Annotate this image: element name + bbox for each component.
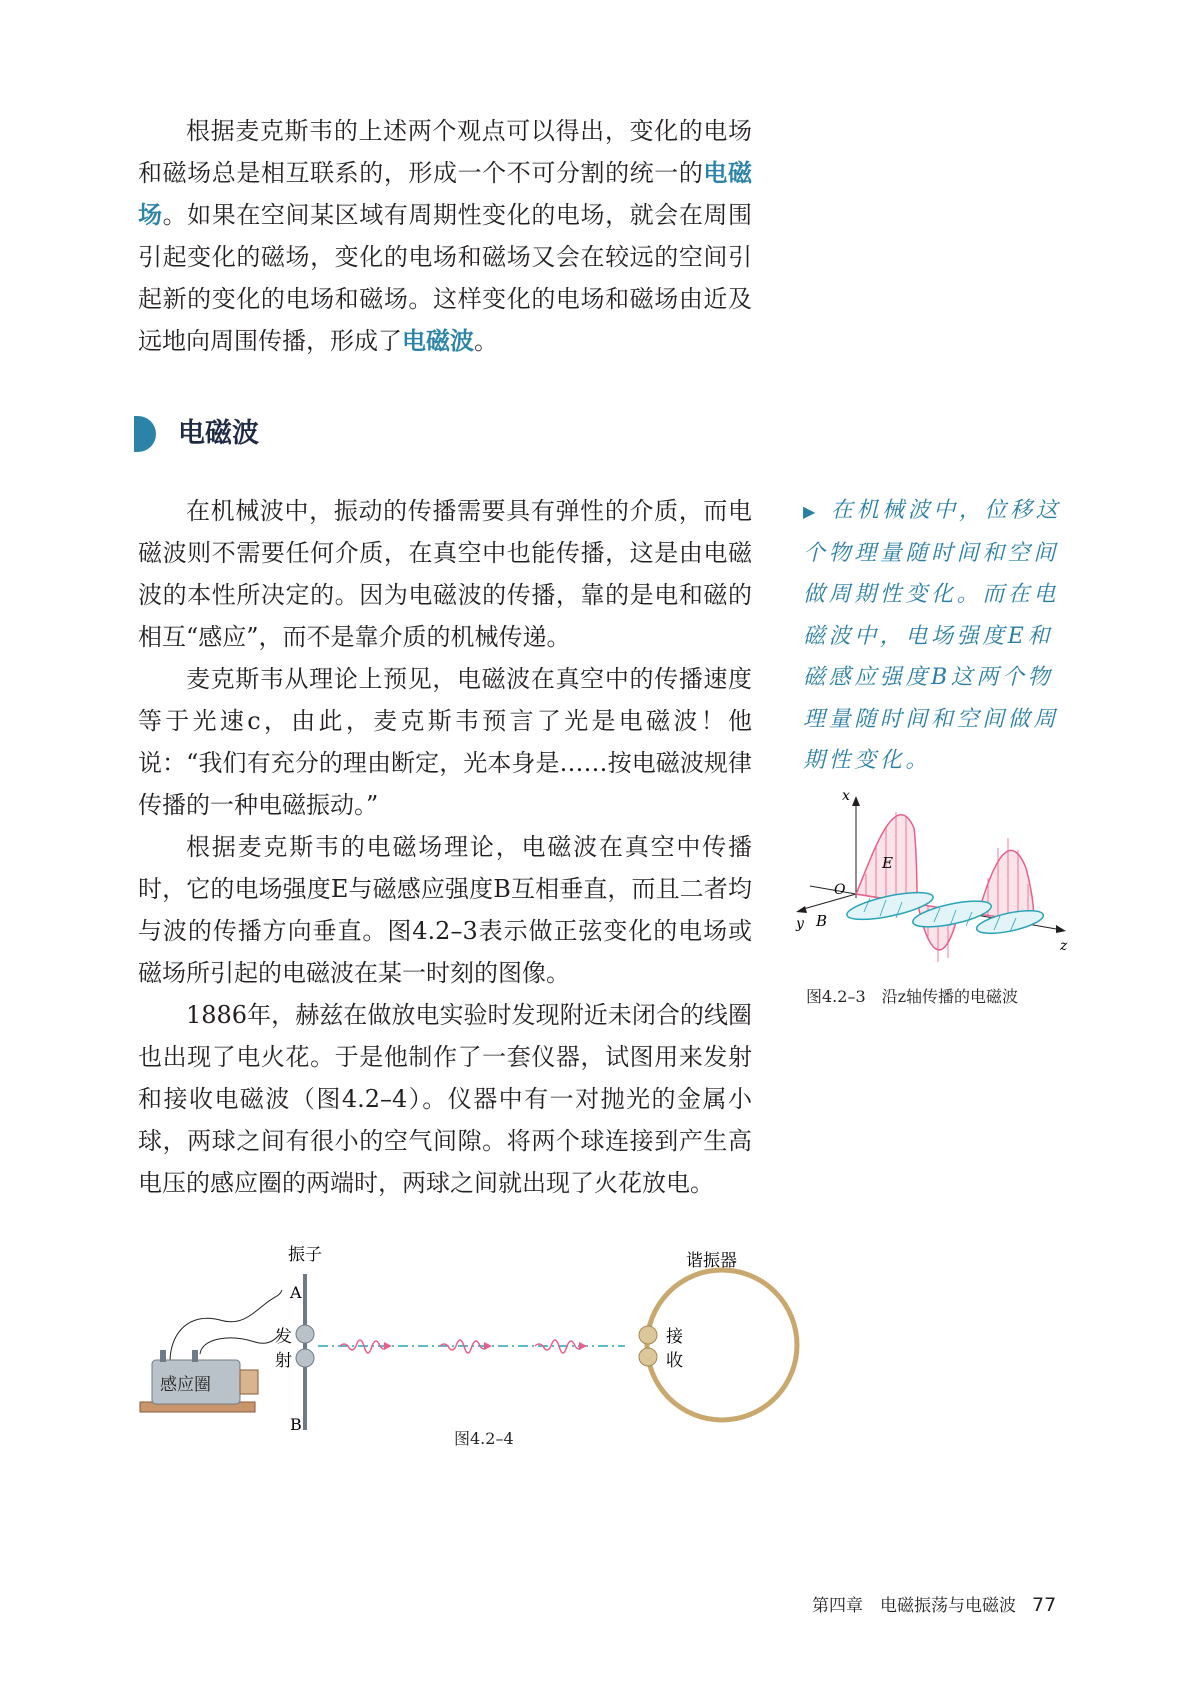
origin-label: O [834, 882, 846, 898]
section-title: 电磁波 [178, 418, 259, 449]
e-field-label: E [882, 854, 893, 872]
emit-label-2: 射 [275, 1351, 292, 1371]
intro-paragraph [138, 110, 752, 362]
page-footer [812, 1591, 1056, 1616]
body-paragraph-4: 1886年，赫兹在做放电实验时发现附近未闭合的线圈也出现了电火花。于是他制作了一套仪器，试图用来发射和接收电磁波（图4.2–4）。仪器中有一对抛光的金属小球，两球之间有很小的空气间隙。将两个球连接到产生高电压的感应圈的两端时，两球之间就出现了火花放电。 [138, 1001, 752, 1197]
intro-text-2: 。如果在空间某区域有周期性变化的电场，就会在周围引起变化的磁场，变化的电场和磁场又会在较远的空间引起新的变化的电场和磁场。这样变化的电场和磁场由近及远地向周围传播，形成了 [138, 201, 753, 355]
em-wave-diagram [790, 788, 1090, 988]
section-marker [134, 416, 156, 452]
intro-text-3: 。 [474, 327, 498, 355]
oscillator-label: 振子 [288, 1245, 322, 1265]
axis-y-label: y [796, 916, 804, 932]
axis-x-label: x [842, 788, 850, 804]
body-paragraph-1: 在机械波中，振动的传播需要具有弹性的介质，而电磁波则不需要任何介质，在真空中也能传播，这是由电磁波的本性所决定的。因为电磁波的传播，靠的是电和磁的相互“感应”，而不是靠介质的机械传递。 [138, 497, 752, 651]
intro-text-1: 根据麦克斯韦的上述两个观点可以得出，变化的电场和磁场总是相互联系的，形成一个不可分割的统一的 [138, 117, 752, 187]
chapter-title: 第四章 电磁振荡与电磁波 [812, 1596, 1016, 1616]
figure-4-2-4-caption: 图4.2–4 [454, 1429, 514, 1448]
emit-label-1: 发 [275, 1327, 292, 1347]
coil-label: 感应圈 [160, 1375, 211, 1395]
page-number: 77 [1032, 1594, 1057, 1616]
axis-z-label: z [1060, 938, 1068, 954]
b-field-label: B [816, 912, 828, 930]
figure-4-2-3-caption: 图4.2–3 沿z轴传播的电磁波 [806, 987, 1019, 1006]
term-electromagnetic-wave: 电磁波 [402, 327, 474, 355]
body-paragraph-3: 根据麦克斯韦的电磁场理论，电磁波在真空中传播时，它的电场强度E与磁感应强度B互相垂直，而且二者均与波的传播方向垂直。图4.2–3表示做正弦变化的电场或磁场所引起的电磁波在某一时刻的图像。 [138, 833, 752, 987]
rod-a-label: A [290, 1283, 302, 1302]
receive-label-2: 收 [666, 1351, 683, 1371]
body-paragraph-2: 麦克斯韦从理论上预见，电磁波在真空中的传播速度等于光速c，由此，麦克斯韦预言了光是电磁波！他说：“我们有充分的理由断定，光本身是……按电磁波规律传播的一种电磁振动。” [138, 665, 752, 819]
term-electromagnetic-field: 电磁场 [138, 159, 753, 229]
rod-b-label: B [290, 1415, 302, 1434]
receive-label-1: 接 [666, 1327, 683, 1347]
note-text: 在机械波中，位移这个物理量随时间和空间做周期性变化。而在电磁波中，电场强度E和磁感应强度B这两个物理量随时间和空间做周期性变化。 [803, 498, 1062, 773]
sidebar-note [803, 490, 1073, 782]
resonator-label: 谐振器 [686, 1251, 737, 1271]
note-arrow-icon: ▶ [803, 502, 819, 521]
hertz-apparatus-diagram [130, 1242, 850, 1452]
